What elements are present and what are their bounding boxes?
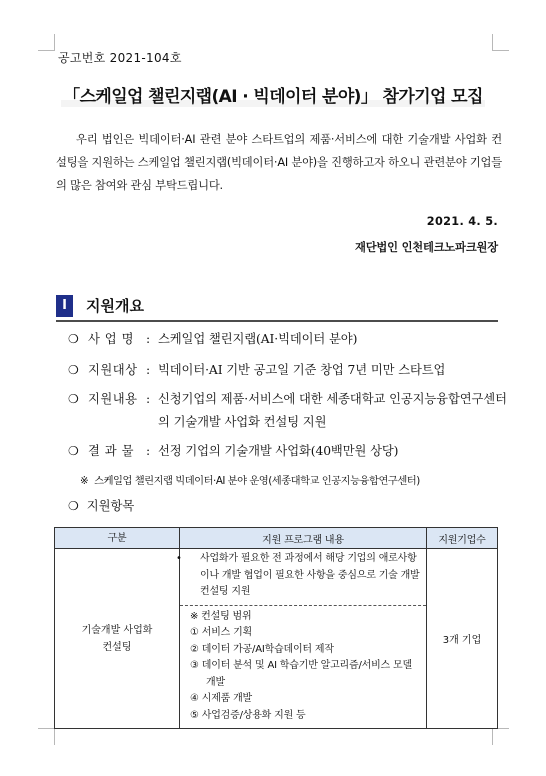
note-text: 스케일업 챌린지랩 빅데이터·AI 분야 운영(세종대학교 인공지능융합연구센터) — [94, 475, 420, 487]
scope-item: ③ 데이터 분석 및 AI 학습기반 알고리즘/서비스 모델 개발 — [190, 660, 412, 688]
bullet-dot-icon: • — [176, 553, 182, 564]
table-header-row — [55, 528, 498, 549]
item-label: 결 과 물 — [88, 444, 134, 458]
item-colon: : — [146, 332, 151, 346]
item-label: 지원대상 — [88, 363, 138, 377]
issuer-signature-line: 재단법인 인천테크노파크원장 — [354, 241, 498, 254]
scope-item: ① 서비스 기획 — [190, 627, 253, 638]
section-title: 지원개요 — [86, 297, 144, 315]
intro-paragraph: 우리 법인은 빅데이터·AI 관련 분야 스타트업의 제품·서비스에 대한 기술개발 사업화 컨설팅을 지원하는 스케일업 챌린지랩(빅데이터·AI 분야)을 진행하고자 하오니 관련분야 기업들의 많은 참여와 관심 부탁드립니다. — [56, 133, 502, 192]
issue-date: 2021. 4. 5. — [426, 215, 498, 228]
section-divider — [56, 320, 498, 322]
program-cell — [176, 549, 427, 729]
support-items-heading — [68, 496, 134, 516]
item-colon: : — [146, 392, 151, 406]
item-label: 사 업 명 — [88, 332, 134, 346]
circle-bullet-icon: ❍ — [68, 392, 79, 406]
item-value: 스케일업 챌린지랩(AI·빅데이터 분야) — [158, 332, 358, 346]
consulting-scope — [180, 606, 426, 729]
category-text: 기술개발 사업화 컨설팅 — [81, 624, 153, 653]
crop-mark-top-right — [492, 34, 509, 51]
reference-mark-icon: ※ — [80, 475, 89, 487]
table-header-category: 구분 — [55, 528, 180, 549]
document-title — [0, 82, 546, 107]
item-value: 신청기업의 제품·서비스에 대한 세종대학교 인공지능융합연구센터의 기술개발 사업화 컨설팅 지원 — [158, 392, 507, 429]
circle-bullet-icon: ❍ — [68, 363, 79, 377]
support-program-table — [54, 527, 498, 729]
crop-mark-top-left — [38, 34, 55, 51]
item-colon: : — [146, 363, 151, 377]
table-row — [55, 549, 498, 729]
section-number-badge: I — [56, 295, 73, 317]
scope-title: ※ 컨설팅 범위 — [190, 610, 252, 622]
item-value: 빅데이터·AI 기반 공고일 기준 창업 7년 미만 스타트업 — [158, 363, 446, 377]
item-colon: : — [146, 444, 151, 458]
scope-item: ④ 시제품 개발 — [190, 693, 253, 704]
item-value: 선정 기업의 기술개발 사업화(40백만원 상당) — [158, 444, 399, 458]
crop-mark-bottom-left — [38, 728, 55, 745]
operation-note — [80, 472, 420, 487]
item-label: 지원내용 — [88, 392, 138, 406]
scope-item: ② 데이터 가공/AI학습데이터 제작 — [190, 643, 334, 655]
circle-bullet-icon: ❍ — [68, 332, 79, 346]
table-header-program: 지원 프로그램 내용 — [180, 528, 427, 549]
program-main-description — [176, 549, 426, 606]
circle-bullet-icon: ❍ — [68, 444, 79, 458]
document-title-text: 「스케일업 챌린지랩(AI · 빅데이터 분야)」 참가기업 모집 — [63, 87, 483, 107]
notice-number: 공고번호 2021-104호 — [58, 51, 182, 65]
subsection-title: 지원항목 — [86, 499, 135, 513]
count-cell: 3개 기업 — [427, 549, 498, 729]
category-cell — [55, 549, 180, 729]
circle-bullet-icon: ❍ — [68, 499, 79, 513]
scope-item: ⑤ 사업검증/상용화 지원 등 — [190, 709, 306, 721]
program-main-text: 사업화가 필요한 전 과정에서 해당 기업의 애로사항이나 개발 협업이 필요한 사항을 중심으로 기술 개발 컨설팅 지원 — [200, 553, 420, 597]
section-heading — [56, 292, 498, 322]
table-header-count: 지원기업수 — [427, 528, 498, 549]
crop-mark-bottom-right — [492, 728, 509, 745]
